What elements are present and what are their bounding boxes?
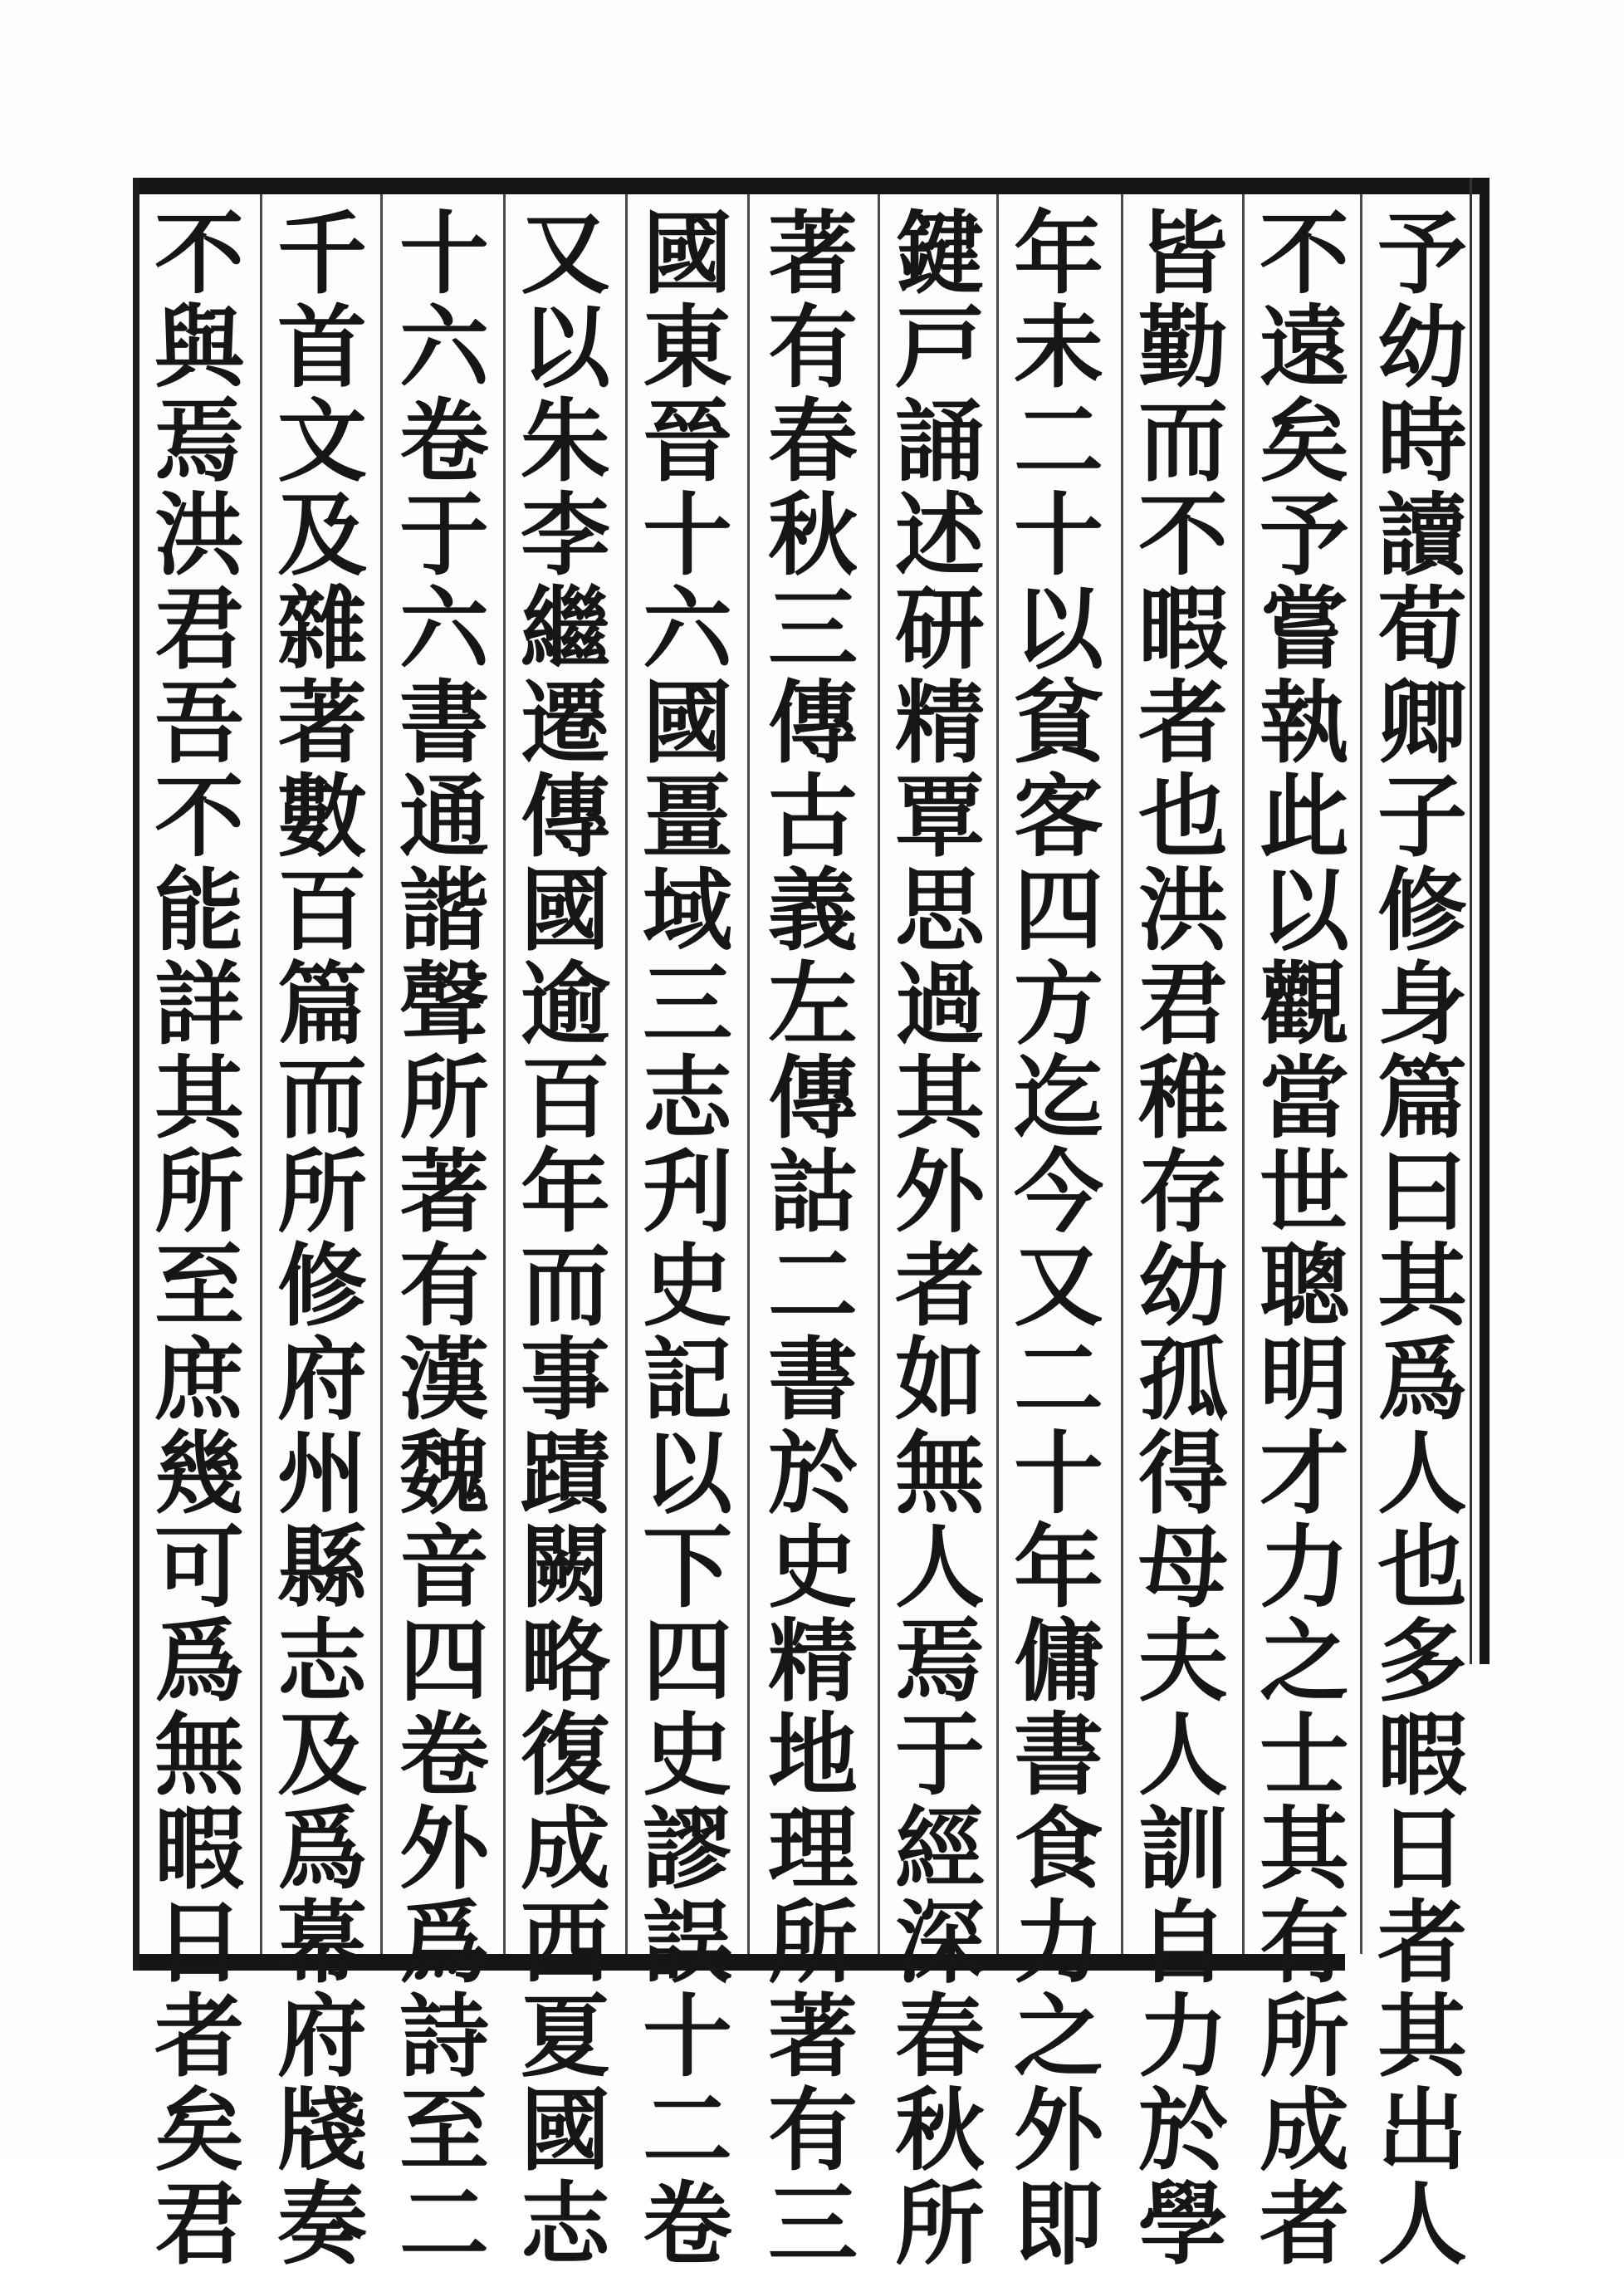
glyph: 千 (276, 202, 367, 306)
glyph: 以 (642, 1422, 732, 1526)
glyph: 出 (1377, 2079, 1467, 2183)
glyph: 曰 (1377, 1140, 1467, 1245)
glyph: 東 (642, 296, 732, 400)
glyph: 所 (894, 2172, 985, 2277)
glyph: 皆 (1137, 202, 1228, 306)
glyph: 復 (520, 1703, 610, 1808)
glyph: 予 (1259, 483, 1349, 588)
glyph: 之 (1013, 1985, 1103, 2089)
glyph: 書 (767, 1328, 858, 1432)
glyph: 誤 (642, 1891, 732, 1995)
glyph: 四 (1013, 859, 1103, 963)
glyph: 謬 (642, 1797, 732, 1902)
glyph: 所 (276, 1140, 367, 1245)
glyph: 述 (894, 483, 985, 588)
glyph: 朱 (520, 389, 610, 494)
glyph: 荀 (1377, 577, 1467, 682)
glyph: 精 (767, 1609, 858, 1714)
glyph: 所 (1259, 1985, 1349, 2089)
glyph: 諧 (399, 859, 489, 963)
glyph: 者 (894, 1234, 985, 1339)
glyph: 國 (520, 2079, 610, 2183)
glyph: 有 (767, 296, 858, 400)
glyph: 幾 (154, 1422, 244, 1526)
glyph: 於 (767, 1422, 858, 1526)
glyph: 迄 (1013, 1046, 1103, 1151)
glyph: 焉 (894, 1609, 985, 1714)
glyph: 十 (642, 483, 732, 588)
glyph: 通 (399, 765, 489, 869)
glyph: 過 (894, 952, 985, 1057)
glyph: 三 (767, 577, 858, 682)
glyph: 所 (399, 1046, 489, 1151)
glyph: 此 (1259, 765, 1349, 869)
glyph: 雜 (276, 577, 367, 682)
glyph: 孤 (1137, 1328, 1228, 1432)
glyph: 暇 (154, 1797, 244, 1902)
glyph: 府 (276, 1328, 367, 1432)
glyph: 卷 (399, 1703, 489, 1808)
glyph: 能 (154, 859, 244, 963)
glyph: 六 (642, 577, 732, 682)
glyph: 著 (767, 1985, 858, 2089)
glyph: 晉 (642, 389, 732, 494)
glyph: 十 (1013, 483, 1103, 588)
text-column-7 (625, 202, 750, 2277)
glyph: 存 (1137, 1140, 1228, 1245)
glyph: 精 (894, 671, 985, 776)
glyph: 修 (276, 1234, 367, 1339)
glyph: 方 (1013, 952, 1103, 1057)
glyph: 學 (1137, 2172, 1228, 2277)
glyph: 以 (1013, 577, 1103, 682)
glyph: 幼 (1137, 1234, 1228, 1339)
glyph: 至 (399, 2079, 489, 2183)
glyph: 人 (1377, 2172, 1467, 2277)
glyph: 不 (1137, 483, 1228, 588)
glyph: 身 (1377, 952, 1467, 1057)
glyph: 即 (1013, 2172, 1103, 2277)
glyph: 洪 (1137, 859, 1228, 963)
glyph: 以 (1259, 859, 1349, 963)
glyph: 觀 (1259, 952, 1349, 1057)
glyph: 洪 (154, 483, 244, 588)
glyph: 爲 (276, 1797, 367, 1902)
glyph: 于 (894, 1703, 985, 1808)
glyph: 逾 (520, 952, 610, 1057)
glyph: 十 (399, 202, 489, 306)
glyph: 研 (894, 577, 985, 682)
glyph: 二 (1013, 389, 1103, 494)
glyph: 暇 (1137, 577, 1228, 682)
glyph: 食 (1013, 1797, 1103, 1902)
glyph: 三 (642, 952, 732, 1057)
glyph: 刋 (642, 1140, 732, 1245)
glyph: 二 (399, 2172, 489, 2277)
glyph: 力 (1259, 1516, 1349, 1620)
glyph: 訓 (1137, 1797, 1228, 1902)
glyph: 修 (1377, 859, 1467, 963)
glyph: 二 (1013, 1328, 1103, 1432)
glyph: 蹟 (520, 1422, 610, 1526)
glyph: 及 (276, 483, 367, 588)
glyph: 者 (1137, 671, 1228, 776)
glyph: 誦 (894, 389, 985, 494)
glyph: 暇 (1377, 1703, 1467, 1808)
glyph: 母 (1137, 1516, 1228, 1620)
glyph: 篇 (276, 952, 367, 1057)
glyph: 文 (276, 389, 367, 494)
glyph: 子 (1377, 765, 1467, 869)
glyph: 也 (1377, 1516, 1467, 1620)
glyph: 君 (1137, 952, 1228, 1057)
text-column-6 (751, 202, 875, 2277)
glyph: 聰 (1259, 1234, 1349, 1339)
glyph: 今 (1013, 1140, 1103, 1245)
glyph: 古 (767, 765, 858, 869)
glyph: 爲 (1377, 1328, 1467, 1432)
glyph: 人 (894, 1516, 985, 1620)
glyph: 有 (767, 2079, 858, 2183)
glyph: 日 (1377, 1797, 1467, 1902)
glyph: 戸 (894, 296, 985, 400)
glyph: 二 (767, 1234, 858, 1339)
glyph: 多 (1377, 1609, 1467, 1714)
glyph: 志 (276, 1609, 367, 1714)
glyph: 力 (1137, 1985, 1228, 2089)
glyph: 吾 (154, 671, 244, 776)
glyph: 讀 (1377, 483, 1467, 588)
glyph: 覃 (894, 765, 985, 869)
glyph: 外 (894, 1140, 985, 1245)
glyph: 無 (894, 1422, 985, 1526)
glyph: 首 (276, 296, 367, 400)
glyph: 有 (1259, 1891, 1349, 1995)
glyph: 外 (399, 1797, 489, 1902)
glyph: 記 (642, 1328, 732, 1432)
glyph: 府 (276, 1985, 367, 2089)
glyph: 庶 (154, 1328, 244, 1432)
glyph: 十 (1013, 1422, 1103, 1526)
text-column-1 (1360, 202, 1485, 2277)
glyph: 又 (1013, 1234, 1103, 1339)
glyph: 所 (154, 1140, 244, 1245)
glyph: 時 (1377, 389, 1467, 494)
glyph: 夏 (520, 1985, 610, 2089)
glyph: 三 (767, 2172, 858, 2277)
glyph: 人 (1137, 1703, 1228, 1808)
glyph: 經 (894, 1797, 985, 1902)
glyph: 客 (1013, 765, 1103, 869)
glyph: 遠 (1259, 296, 1349, 400)
glyph: 其 (1377, 1985, 1467, 2089)
text-column-2 (1242, 202, 1367, 2277)
glyph: 傳 (767, 1046, 858, 1151)
glyph: 著 (767, 202, 858, 306)
glyph: 著 (276, 671, 367, 776)
glyph: 史 (767, 1516, 858, 1620)
glyph: 之 (1259, 1609, 1349, 1714)
glyph: 卷 (642, 2172, 732, 2277)
text-column-10 (260, 202, 384, 2277)
glyph: 州 (276, 1422, 367, 1526)
glyph: 域 (642, 859, 732, 963)
glyph: 成 (520, 1797, 610, 1902)
glyph: 志 (520, 2172, 610, 2277)
glyph: 君 (154, 2172, 244, 2277)
glyph: 其 (1377, 1234, 1467, 1339)
glyph: 篇 (1377, 1046, 1467, 1151)
glyph: 畺 (642, 765, 732, 869)
glyph: 自 (1137, 1891, 1228, 1995)
glyph: 又 (520, 202, 610, 306)
glyph: 漢 (399, 1328, 489, 1432)
glyph: 國 (642, 202, 732, 306)
glyph: 執 (1259, 671, 1349, 776)
text-column-8 (503, 202, 628, 2277)
glyph: 得 (1137, 1422, 1228, 1526)
glyph: 所 (767, 1891, 858, 1995)
glyph: 明 (1259, 1328, 1349, 1432)
glyph: 者 (154, 1985, 244, 2089)
glyph: 國 (520, 859, 610, 963)
glyph: 傭 (1013, 1609, 1103, 1714)
glyph: 可 (154, 1516, 244, 1620)
glyph: 牋 (276, 2079, 367, 2183)
glyph: 不 (1259, 202, 1349, 306)
glyph: 國 (642, 671, 732, 776)
glyph: 于 (399, 483, 489, 588)
glyph: 縣 (276, 1516, 367, 1620)
glyph: 世 (1259, 1140, 1349, 1245)
glyph: 地 (767, 1703, 858, 1808)
text-column-3 (1121, 202, 1245, 2277)
glyph: 奏 (276, 2172, 367, 2277)
glyph: 勤 (1137, 296, 1228, 400)
glyph: 與 (154, 296, 244, 400)
glyph: 以 (520, 296, 610, 400)
glyph: 下 (642, 1516, 732, 1620)
glyph: 十 (642, 1985, 732, 2089)
text-column-4 (996, 202, 1121, 2277)
glyph: 秋 (894, 2079, 985, 2183)
glyph: 詩 (399, 1985, 489, 2089)
glyph: 君 (154, 577, 244, 682)
glyph: 遷 (520, 671, 610, 776)
glyph: 春 (894, 1985, 985, 2089)
glyph: 予 (1377, 202, 1467, 306)
glyph: 書 (1013, 1703, 1103, 1808)
text-column-11 (137, 202, 262, 2277)
glyph: 稚 (1137, 1046, 1228, 1151)
glyph: 及 (276, 1703, 367, 1808)
glyph: 書 (399, 671, 489, 776)
glyph: 聲 (399, 952, 489, 1057)
glyph: 深 (894, 1891, 985, 1995)
glyph: 日 (154, 1891, 244, 1995)
glyph: 而 (1137, 389, 1228, 494)
glyph: 理 (767, 1797, 858, 1902)
text-column-5 (878, 202, 1002, 2277)
glyph: 爲 (154, 1609, 244, 1714)
glyph: 義 (767, 859, 858, 963)
glyph: 四 (399, 1609, 489, 1714)
glyph: 數 (276, 765, 367, 869)
glyph: 年 (1013, 202, 1103, 306)
glyph: 者 (1259, 2172, 1349, 2277)
glyph: 卿 (1377, 671, 1467, 776)
glyph: 爲 (399, 1891, 489, 1995)
glyph: 音 (399, 1516, 489, 1620)
glyph: 卷 (399, 389, 489, 494)
glyph: 百 (520, 1046, 610, 1151)
glyph: 如 (894, 1328, 985, 1432)
glyph: 傳 (767, 671, 858, 776)
glyph: 其 (1259, 1797, 1349, 1902)
glyph: 力 (1013, 1891, 1103, 1995)
glyph: 百 (276, 859, 367, 963)
glyph: 鍵 (894, 202, 985, 306)
glyph: 至 (154, 1234, 244, 1339)
glyph: 春 (767, 389, 858, 494)
glyph: 嘗 (1259, 577, 1349, 682)
glyph: 不 (154, 765, 244, 869)
glyph: 著 (399, 1140, 489, 1245)
glyph: 年 (520, 1140, 610, 1245)
glyph: 而 (276, 1046, 367, 1151)
glyph: 西 (520, 1891, 610, 1995)
glyph: 略 (520, 1609, 610, 1714)
border-top (133, 178, 1488, 194)
glyph: 詁 (767, 1140, 858, 1245)
glyph: 有 (399, 1234, 489, 1339)
glyph: 當 (1259, 1046, 1349, 1151)
glyph: 其 (154, 1046, 244, 1151)
glyph: 左 (767, 952, 858, 1057)
glyph: 無 (154, 1703, 244, 1808)
glyph: 魏 (399, 1422, 489, 1526)
glyph: 者 (1377, 1891, 1467, 1995)
glyph: 也 (1137, 765, 1228, 869)
glyph: 人 (1377, 1422, 1467, 1526)
glyph: 而 (520, 1234, 610, 1339)
glyph: 於 (1137, 2079, 1228, 2183)
glyph: 事 (520, 1328, 610, 1432)
text-column-9 (382, 202, 506, 2277)
glyph: 傳 (520, 765, 610, 869)
glyph: 史 (642, 1234, 732, 1339)
glyph: 幼 (1377, 296, 1467, 400)
glyph: 秋 (767, 483, 858, 588)
glyph: 李 (520, 483, 610, 588)
glyph: 夫 (1137, 1609, 1228, 1714)
glyph: 幕 (276, 1891, 367, 1995)
glyph: 思 (894, 859, 985, 963)
glyph: 不 (154, 202, 244, 306)
glyph: 二 (642, 2079, 732, 2183)
glyph: 志 (642, 1046, 732, 1151)
glyph: 焉 (154, 389, 244, 494)
glyph: 闕 (520, 1516, 610, 1620)
glyph: 成 (1259, 2079, 1349, 2183)
glyph: 史 (642, 1703, 732, 1808)
glyph: 士 (1259, 1703, 1349, 1808)
glyph: 未 (1013, 296, 1103, 400)
glyph: 四 (642, 1609, 732, 1714)
glyph: 六 (399, 577, 489, 682)
glyph: 貧 (1013, 671, 1103, 776)
glyph: 六 (399, 296, 489, 400)
glyph: 矣 (154, 2079, 244, 2183)
glyph: 其 (894, 1046, 985, 1151)
glyph: 詳 (154, 952, 244, 1057)
glyph: 繼 (520, 577, 610, 682)
glyph: 才 (1259, 1422, 1349, 1526)
glyph: 外 (1013, 2079, 1103, 2183)
glyph: 矣 (1259, 389, 1349, 494)
glyph: 年 (1013, 1516, 1103, 1620)
